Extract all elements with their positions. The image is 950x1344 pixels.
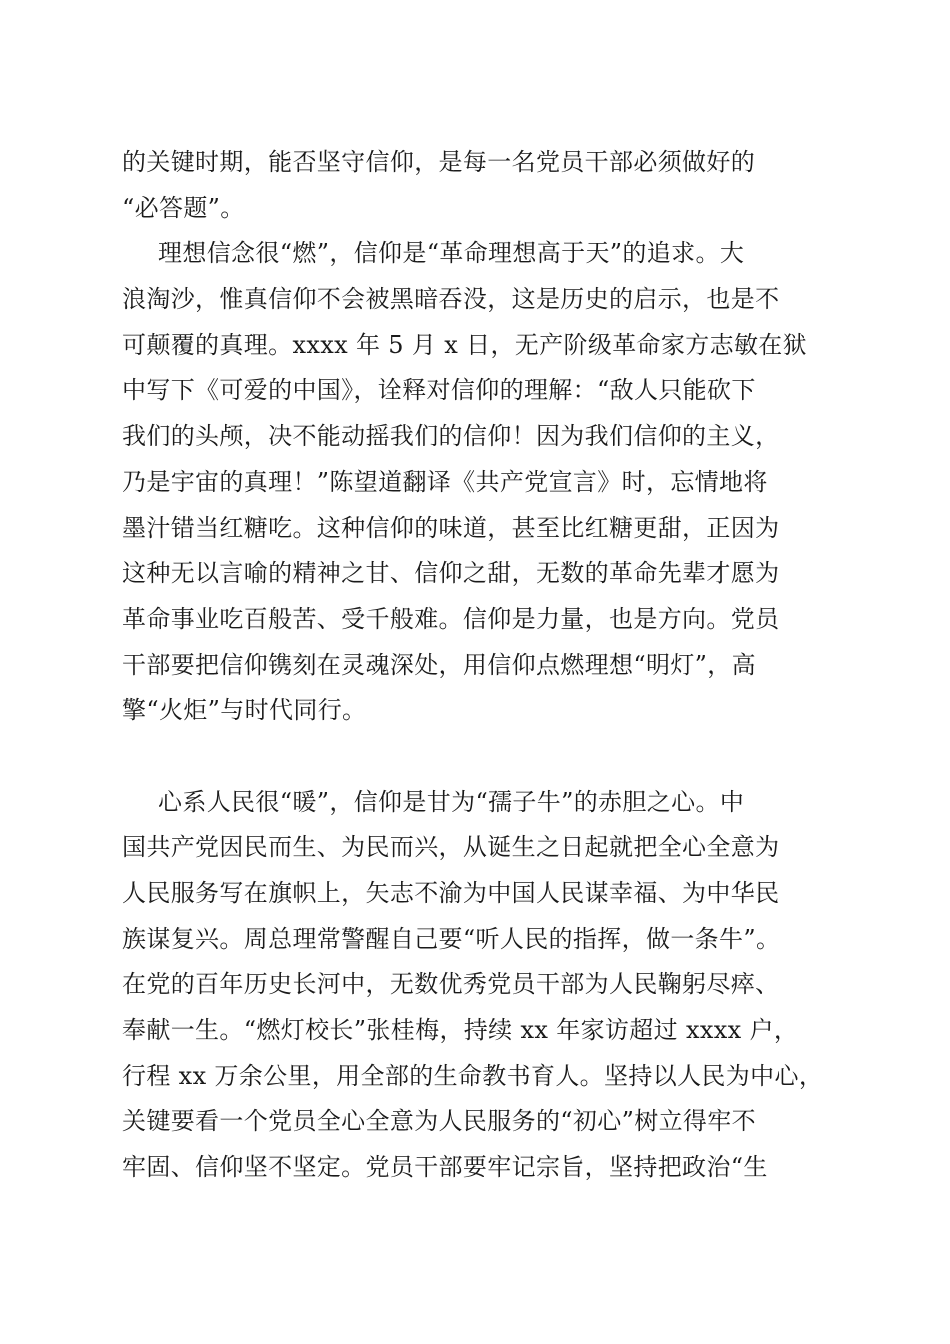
text-line: 这种无以言喻的精神之甘、信仰之甜，无数的革命先辈才愿为 bbox=[122, 559, 780, 588]
text-line: 牢固、信仰坚不坚定。党员干部要牢记宗旨，坚持把政治“生 bbox=[122, 1153, 768, 1182]
text-line: 关键要看一个党员全心全意为人民服务的“初心”树立得牢不 bbox=[122, 1107, 756, 1136]
text-line: 族谋复兴。周总理常警醒自己要“听人民的指挥，做一条牛”。 bbox=[122, 924, 781, 953]
text-line: 奉献一生。“燃灯校长”张桂梅，持续 xx 年家访超过 xxxx 户， bbox=[122, 1016, 799, 1045]
text-line: 行程 xx 万余公里，用全部的生命教书育人。坚持以人民为中心， bbox=[122, 1061, 824, 1090]
text-line: 革命事业吃百般苦、受千般难。信仰是力量，也是方向。党员 bbox=[122, 604, 780, 633]
text-line: 我们的头颅，决不能动摇我们的信仰！因为我们信仰的主义， bbox=[122, 422, 780, 451]
text-line: 人民服务写在旗帜上，矢志不渝为中国人民谋幸福、为中华民 bbox=[122, 879, 780, 907]
text-line bbox=[122, 734, 834, 780]
text-line: 乃是宇宙的真理！”陈望道翻译《共产党宣言》时，忘情地将 bbox=[122, 467, 768, 496]
paragraph-continuation bbox=[122, 140, 834, 231]
text-line: 国共产党因民而生、为民而兴，从诞生之日起就把全心全意为 bbox=[122, 833, 780, 862]
text-line: 中写下《可爱的中国》，诠释对信仰的理解：“敌人只能砍下 bbox=[122, 376, 756, 405]
text-line: 心系人民很“暖”，信仰是甘为“孺子牛”的赤胆之心。中 bbox=[158, 787, 745, 816]
paragraph-ideals bbox=[122, 231, 834, 779]
text-line: 墨汁错当红糖吃。这种信仰的味道，甚至比红糖更甜，正因为 bbox=[122, 513, 780, 542]
text-line: 可颠覆的真理。xxxx 年 5 月 x 日，无产阶级革命家方志敏在狱 bbox=[122, 330, 807, 359]
text-line: 的关键时期，能否坚守信仰，是每一名党员干部必须做好的 bbox=[122, 148, 756, 176]
text-line: 干部要把信仰镌刻在灵魂深处，用信仰点燃理想“明灯”，高 bbox=[122, 650, 756, 679]
text-line: “必答题”。 bbox=[122, 193, 245, 222]
text-line: 擎“火炬”与时代同行。 bbox=[122, 696, 367, 725]
text-line: 理想信念很“燃”，信仰是“革命理想高于天”的追求。大 bbox=[158, 239, 745, 268]
text-line: 浪淘沙，惟真信仰不会被黑暗吞没，这是历史的启示，也是不 bbox=[122, 285, 780, 314]
body-text bbox=[122, 140, 834, 1191]
paragraph-people bbox=[122, 780, 834, 1191]
text-line: 在党的百年历史长河中，无数优秀党员干部为人民鞠躬尽瘁、 bbox=[122, 970, 780, 999]
